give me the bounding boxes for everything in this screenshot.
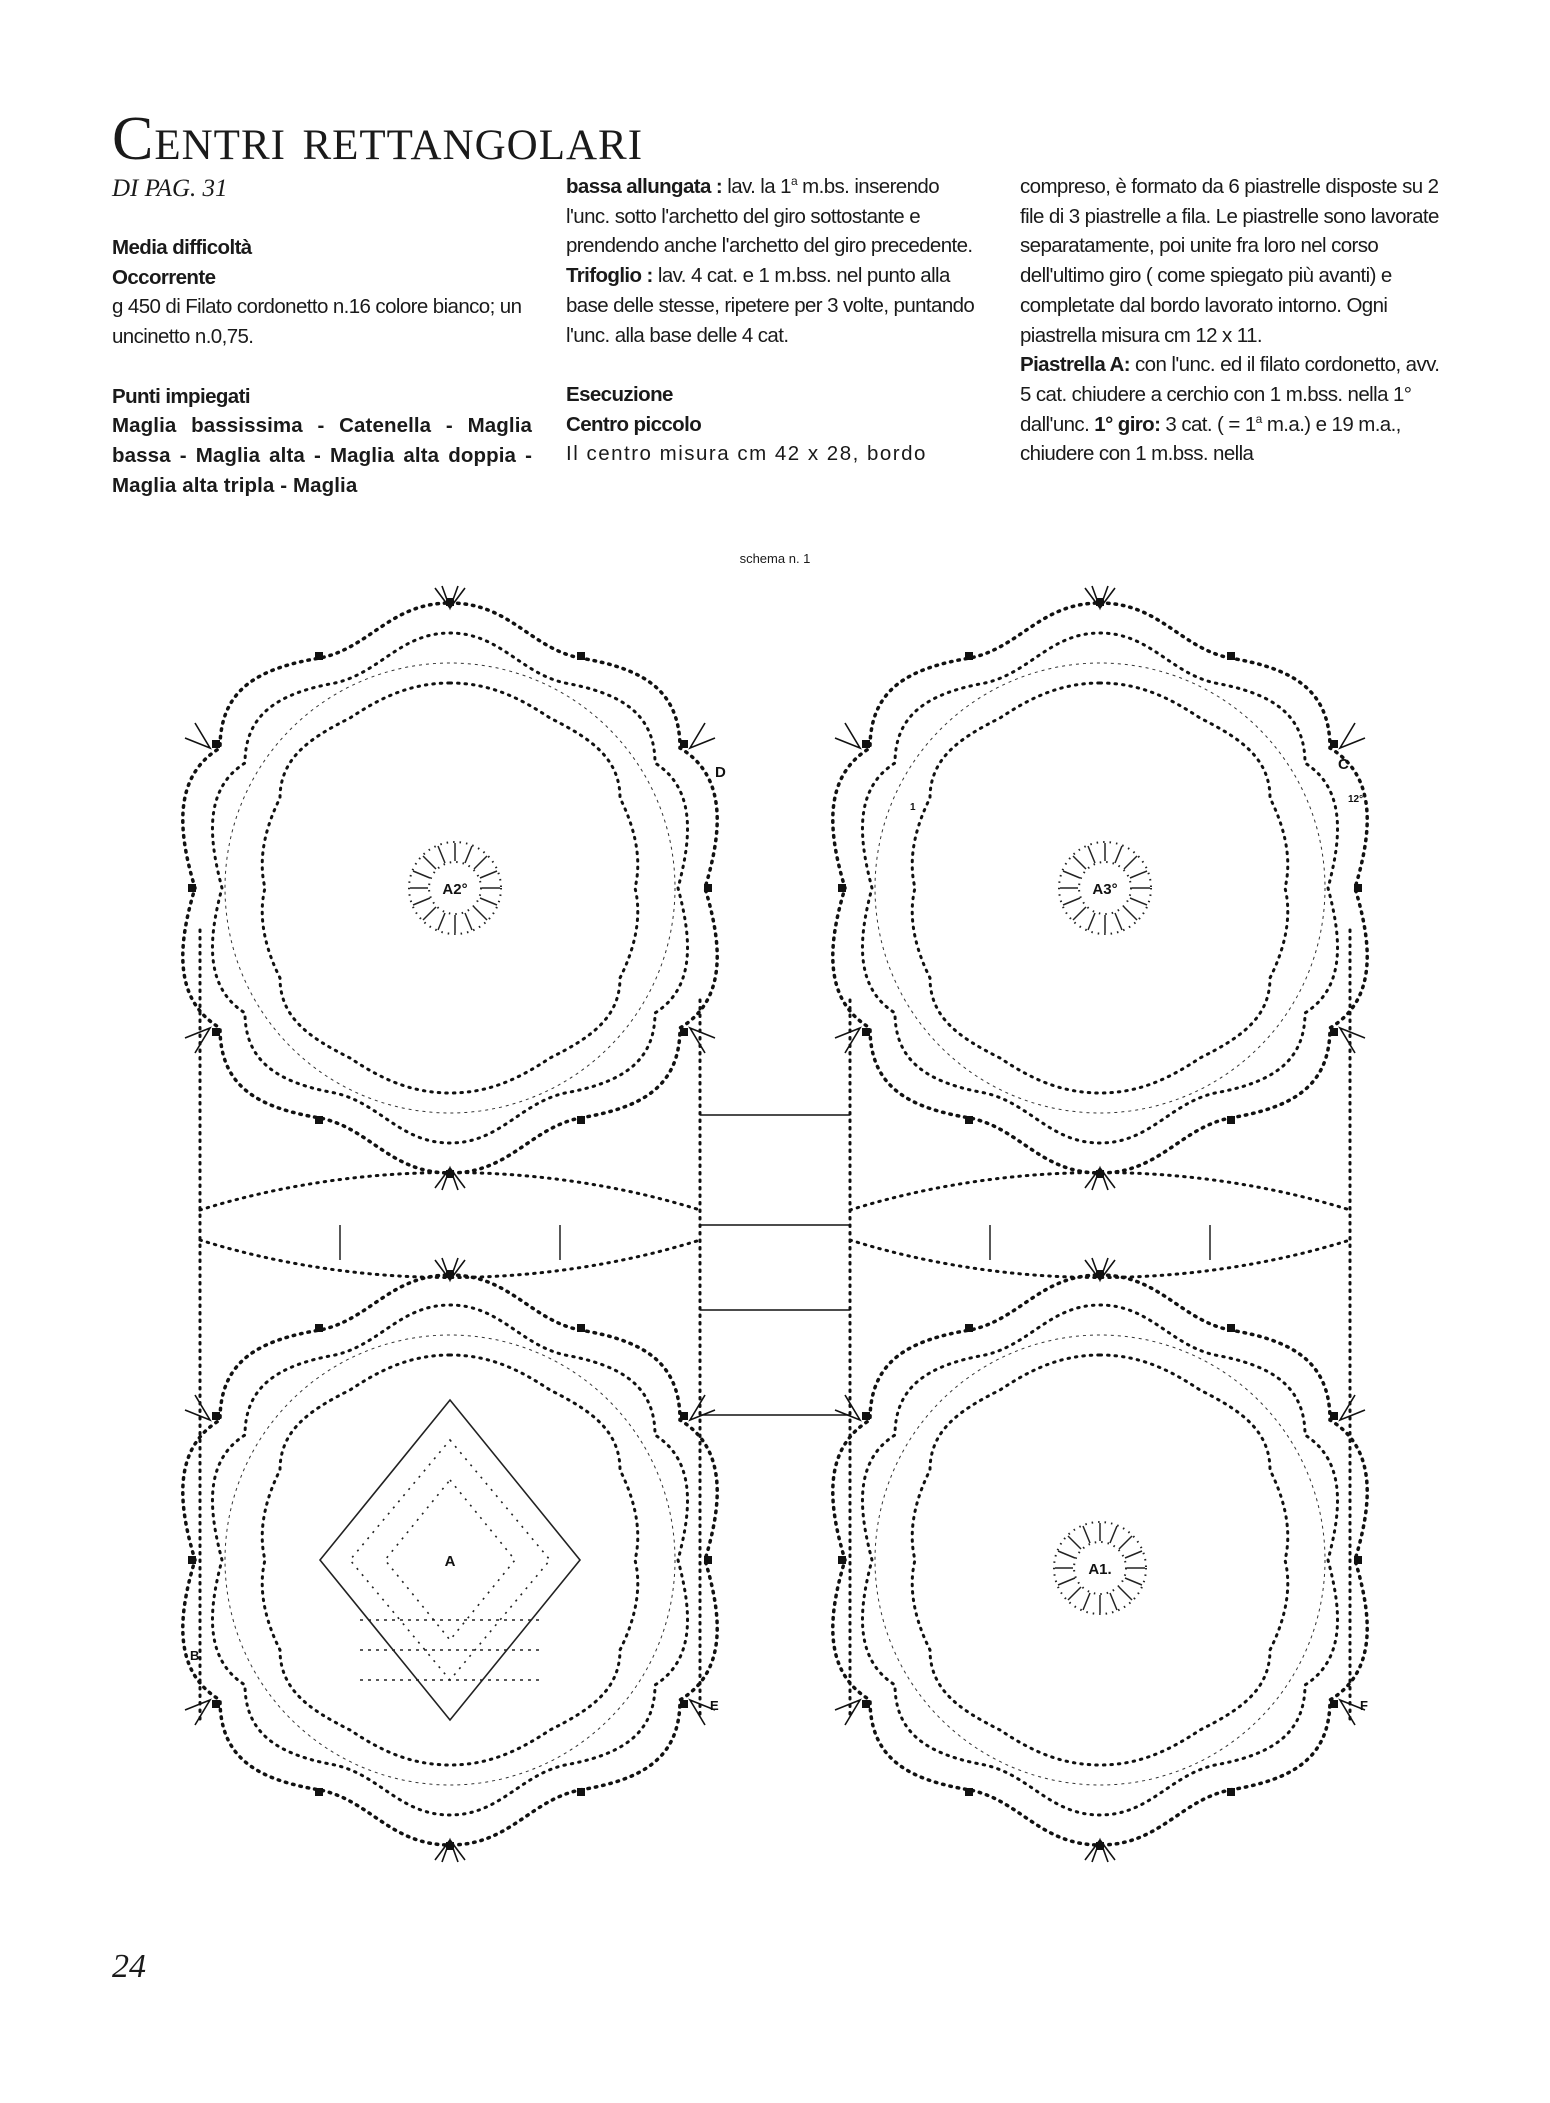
stitch-text-1a: lav. la 1 xyxy=(722,175,791,198)
diagram-caption: schema n. 1 xyxy=(739,551,811,566)
round-1-text: 3 cat. ( = 1 xyxy=(1160,412,1256,436)
stitch-description-2 xyxy=(566,261,986,350)
materials-heading: Occorrente xyxy=(112,265,216,289)
tile-a-text: con l'unc. ed il filato cordonetto, avv. 5 cat. chiudere a cerchio con 1 m.bss. nella 1° dall'unc. xyxy=(1020,353,1440,436)
stitch-text-1b: m.bs. inserendo l'unc. sotto l'archetto del giro sottostante e prendendo anche l'archetto del giro precedente. xyxy=(566,175,973,258)
tile-a-instructions xyxy=(1020,350,1440,469)
superscript: a xyxy=(1255,411,1262,426)
stitch-text-2: lav. 4 cat. e 1 m.bss. nel punto alla base delle stesse, ripetere per 3 volte, puntando l'unc. alla base delle 4 cat. xyxy=(566,264,975,347)
stitch-term-trifoglio: Trifoglio : xyxy=(566,264,653,288)
label-a: A xyxy=(444,1553,456,1570)
label-12: 12° xyxy=(1348,794,1364,805)
text-column-2 xyxy=(566,172,986,469)
stitches-heading: Punti impiegati xyxy=(112,384,250,408)
label-b: B xyxy=(190,1648,200,1663)
small-center-heading: Centro piccolo xyxy=(566,412,702,436)
label-a2: A2° xyxy=(442,881,468,898)
materials-text: g 450 di Filato cordonetto n.16 colore bianco; un uncinetto n.0,75. xyxy=(112,295,522,349)
page-title: Centri rettangolari xyxy=(112,105,644,173)
stitch-term-bassa-allungata: bassa allungata : xyxy=(566,175,723,198)
stitches-list: Maglia bassissima - Catenella - Maglia bassa - Maglia alta - Maglia alta doppia - Maglia alta tripla - Maglia xyxy=(112,414,532,497)
text-column-3 xyxy=(1020,172,1440,469)
label-1: 1 xyxy=(910,802,916,813)
page-reference: DI PAG. 31 xyxy=(112,175,228,202)
label-a1: A1. xyxy=(1088,1561,1112,1578)
stitch-description-1 xyxy=(566,172,986,261)
execution-heading: Esecuzione xyxy=(566,382,673,406)
page-number: 24 xyxy=(112,1948,146,1985)
size-text: Il centro misura cm 42 x 28, bordo xyxy=(566,442,927,466)
difficulty-label: Media difficoltà xyxy=(112,236,252,259)
label-c: C xyxy=(1338,756,1349,773)
round-1-term: 1° giro: xyxy=(1094,412,1161,436)
tile-description: compreso, è formato da 6 piastrelle disposte su 2 file di 3 piastrelle a fila. Le piastrelle sono lavorate separatamente, poi unite fra loro nel corso dell'ultimo giro ( come spiegato più avanti) e completate dal bordo lavorato intorno. Ogni piastrella misura cm 12 x 11. xyxy=(1020,175,1439,347)
label-d: D xyxy=(715,764,726,781)
label-a3: A3° xyxy=(1092,881,1118,898)
label-f: F xyxy=(1360,1698,1368,1713)
crochet-chart xyxy=(110,570,1450,1880)
tile-a-term: Piastrella A: xyxy=(1020,353,1130,377)
round-1-text-end: m.a.) e 19 m.a., chiudere con 1 m.bss. nella xyxy=(1020,412,1401,466)
text-column-1 xyxy=(112,233,532,500)
superscript: a xyxy=(790,174,798,189)
label-e: E xyxy=(710,1698,719,1713)
